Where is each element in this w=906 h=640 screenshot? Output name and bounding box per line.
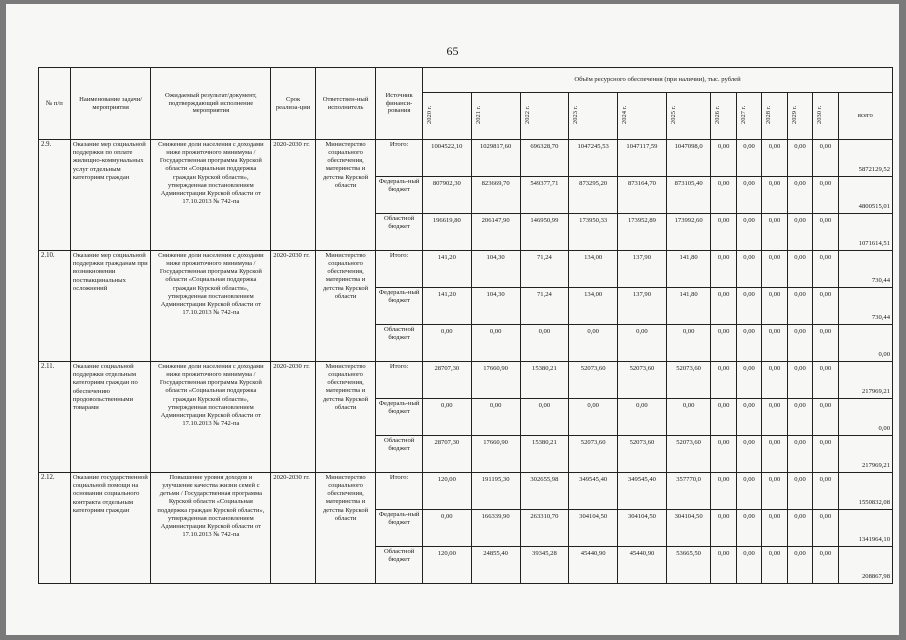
amount-cell: 0,00 — [666, 399, 711, 436]
header-row-1 — [39, 68, 893, 93]
amount-cell: 0,00 — [736, 510, 761, 547]
row-number: 2.9. — [39, 140, 71, 251]
amount-cell: 15380,21 — [520, 436, 569, 473]
amount-cell: 0,00 — [711, 251, 736, 288]
amount-cell: 0,00 — [520, 399, 569, 436]
amount-cell: 173950,33 — [569, 214, 618, 251]
amount-cell: 52073,60 — [569, 362, 618, 399]
amount-cell: 0,00 — [736, 325, 761, 362]
amount-cell: 0,00 — [422, 325, 471, 362]
expected-result: Повышение уровня доходов и улучшение качества жизни семей с детьми / Государственная программа Курской области «Социальная поддержка граждан Курской области», утвержденная постановлением Администрации Курской области от 17.10.2013 № 742-па — [151, 473, 271, 584]
amount-cell: 0,00 — [813, 251, 838, 288]
funding-source: Областной бюджет — [376, 214, 423, 251]
amount-cell: 0,00 — [813, 325, 838, 362]
amount-cell: 0,00 — [762, 547, 787, 584]
task-name: Оказание мер социальной поддержки по оплате жилищно-коммунальных услуг отдельным категориям граждан — [70, 140, 151, 251]
responsible-executor: Министерство социального обеспечения, материнства и детства Курской области — [315, 362, 375, 473]
amount-cell: 141,20 — [422, 288, 471, 325]
amount-cell: 0,00 — [813, 214, 838, 251]
amount-cell: 0,00 — [520, 325, 569, 362]
table-row — [39, 251, 893, 288]
amount-cell: 0,00 — [736, 473, 761, 510]
amount-cell: 0,00 — [711, 288, 736, 325]
amount-cell: 0,00 — [813, 399, 838, 436]
funding-source: Федераль-ный бюджет — [376, 510, 423, 547]
amount-cell: 0,00 — [762, 325, 787, 362]
amount-cell: 0,00 — [762, 288, 787, 325]
amount-cell: 0,00 — [762, 140, 787, 177]
amount-cell: 0,00 — [711, 214, 736, 251]
funding-source: Итого: — [376, 251, 423, 288]
total-cell: 730,44 — [838, 288, 892, 325]
header-year-label: 2026 г. — [714, 106, 722, 125]
funding-source: Итого: — [376, 362, 423, 399]
responsible-executor: Министерство социального обеспечения, материнства и детства Курской области — [315, 251, 375, 362]
header-year — [813, 93, 838, 140]
amount-cell: 0,00 — [711, 325, 736, 362]
amount-cell: 28707,30 — [422, 436, 471, 473]
amount-cell: 873105,40 — [666, 177, 711, 214]
funding-source: Итого: — [376, 140, 423, 177]
funding-source: Областной бюджет — [376, 436, 423, 473]
header-year — [711, 93, 736, 140]
header-name: Наименование задачи/мероприятия — [70, 68, 151, 140]
implementation-period: 2020-2030 гг. — [271, 251, 316, 362]
amount-cell: 196619,80 — [422, 214, 471, 251]
header-year-label: 2023 г. — [572, 106, 580, 125]
amount-cell: 120,00 — [422, 547, 471, 584]
total-cell: 0,00 — [838, 325, 892, 362]
amount-cell: 0,00 — [787, 399, 812, 436]
amount-cell: 1029817,60 — [471, 140, 520, 177]
amount-cell: 0,00 — [422, 510, 471, 547]
total-cell: 1071614,51 — [838, 214, 892, 251]
amount-cell: 549377,71 — [520, 177, 569, 214]
page-number: 65 — [446, 44, 459, 58]
header-year — [569, 93, 618, 140]
header-year — [471, 93, 520, 140]
task-name: Оказание государственной социальной помощи на основании социального контракта отдельным категориям граждан — [70, 473, 151, 584]
amount-cell: 0,00 — [711, 399, 736, 436]
document-page — [6, 4, 899, 635]
implementation-period: 2020-2030 гг. — [271, 140, 316, 251]
amount-cell: 0,00 — [787, 251, 812, 288]
amount-cell: 141,80 — [666, 288, 711, 325]
amount-cell: 0,00 — [787, 288, 812, 325]
amount-cell: 0,00 — [762, 473, 787, 510]
task-name: Оказание мер социальной поддержки гражданам при возникновении поствакцинальных осложнений — [70, 251, 151, 362]
amount-cell: 134,00 — [569, 251, 618, 288]
amount-cell: 52073,60 — [618, 436, 667, 473]
amount-cell: 173952,89 — [618, 214, 667, 251]
implementation-period: 2020-2030 гг. — [271, 473, 316, 584]
row-number: 2.12. — [39, 473, 71, 584]
amount-cell: 0,00 — [787, 177, 812, 214]
amount-cell: 0,00 — [762, 214, 787, 251]
amount-cell: 173992,60 — [666, 214, 711, 251]
amount-cell: 0,00 — [813, 140, 838, 177]
amount-cell: 206147,90 — [471, 214, 520, 251]
header-year — [787, 93, 812, 140]
total-cell: 1341964,10 — [838, 510, 892, 547]
table-row — [39, 473, 893, 510]
header-year-label: 2028 г. — [765, 106, 773, 125]
header-year-label: 2027 г. — [739, 106, 747, 125]
amount-cell: 0,00 — [813, 177, 838, 214]
amount-cell: 0,00 — [736, 288, 761, 325]
amount-cell: 134,00 — [569, 288, 618, 325]
header-no: № п/п — [39, 68, 71, 140]
amount-cell: 0,00 — [762, 362, 787, 399]
amount-cell: 0,00 — [711, 510, 736, 547]
responsible-executor: Министерство социального обеспечения, материнства и детства Курской области — [315, 140, 375, 251]
total-cell: 4800515,01 — [838, 177, 892, 214]
funding-source: Областной бюджет — [376, 547, 423, 584]
header-volume: Объём ресурсного обеспечения (при наличии), тыс. рублей — [422, 68, 892, 93]
header-year-label: 2029 г. — [790, 106, 798, 125]
amount-cell: 304104,50 — [666, 510, 711, 547]
expected-result: Снижение доли населения с доходами ниже прожиточного минимума / Государственная программа Курской области «Социальная поддержка граждан Курской области», утвержденная постановлением Администрации Курской области от 17.10.2013 № 742-па — [151, 251, 271, 362]
amount-cell: 873164,70 — [618, 177, 667, 214]
header-year — [666, 93, 711, 140]
header-source: Источник финанси-рования — [376, 68, 423, 140]
amount-cell: 120,00 — [422, 473, 471, 510]
amount-cell: 0,00 — [736, 362, 761, 399]
amount-cell: 0,00 — [762, 251, 787, 288]
amount-cell: 0,00 — [762, 436, 787, 473]
header-year-label: 2021 г. — [474, 106, 482, 125]
amount-cell: 0,00 — [813, 436, 838, 473]
header-executor: Ответствен-ный исполнитель — [315, 68, 375, 140]
amount-cell: 104,30 — [471, 251, 520, 288]
task-name: Оказание социальной поддержки отдельным категориям граждан по обеспечению продовольственными товарами — [70, 362, 151, 473]
amount-cell: 304104,50 — [569, 510, 618, 547]
amount-cell: 0,00 — [787, 214, 812, 251]
amount-cell: 0,00 — [736, 177, 761, 214]
amount-cell: 15380,21 — [520, 362, 569, 399]
amount-cell: 0,00 — [711, 436, 736, 473]
header-year — [618, 93, 667, 140]
amount-cell: 24855,40 — [471, 547, 520, 584]
implementation-period: 2020-2030 гг. — [271, 362, 316, 473]
header-total: всего — [838, 93, 892, 140]
funding-source: Федераль-ный бюджет — [376, 177, 423, 214]
row-number: 2.10. — [39, 251, 71, 362]
resource-table — [38, 67, 893, 584]
row-number: 2.11. — [39, 362, 71, 473]
amount-cell: 0,00 — [736, 140, 761, 177]
amount-cell: 0,00 — [471, 399, 520, 436]
amount-cell: 349545,40 — [618, 473, 667, 510]
amount-cell: 17660,90 — [471, 362, 520, 399]
amount-cell: 191195,30 — [471, 473, 520, 510]
amount-cell: 52073,60 — [666, 436, 711, 473]
header-year — [762, 93, 787, 140]
amount-cell: 349545,40 — [569, 473, 618, 510]
total-cell: 217969,21 — [838, 436, 892, 473]
amount-cell: 52073,60 — [666, 362, 711, 399]
amount-cell: 0,00 — [471, 325, 520, 362]
total-cell: 1550832,08 — [838, 473, 892, 510]
amount-cell: 0,00 — [813, 288, 838, 325]
amount-cell: 0,00 — [711, 362, 736, 399]
funding-source: Федераль-ный бюджет — [376, 288, 423, 325]
amount-cell: 873295,20 — [569, 177, 618, 214]
header-year-label: 2030 г. — [816, 106, 824, 125]
amount-cell: 304104,50 — [618, 510, 667, 547]
header-year — [422, 93, 471, 140]
amount-cell: 807902,30 — [422, 177, 471, 214]
amount-cell: 0,00 — [736, 436, 761, 473]
amount-cell: 0,00 — [813, 362, 838, 399]
header-year-label: 2025 г. — [669, 106, 677, 125]
amount-cell: 0,00 — [736, 251, 761, 288]
amount-cell: 0,00 — [569, 399, 618, 436]
amount-cell: 137,90 — [618, 251, 667, 288]
amount-cell: 0,00 — [787, 362, 812, 399]
amount-cell: 0,00 — [787, 473, 812, 510]
amount-cell: 53665,50 — [666, 547, 711, 584]
amount-cell: 0,00 — [762, 510, 787, 547]
amount-cell: 0,00 — [813, 547, 838, 584]
amount-cell: 0,00 — [787, 140, 812, 177]
table-row — [39, 140, 893, 177]
amount-cell: 137,90 — [618, 288, 667, 325]
funding-source: Федераль-ный бюджет — [376, 399, 423, 436]
amount-cell: 141,20 — [422, 251, 471, 288]
amount-cell: 0,00 — [711, 473, 736, 510]
amount-cell: 104,30 — [471, 288, 520, 325]
funding-source: Областной бюджет — [376, 325, 423, 362]
amount-cell: 0,00 — [711, 177, 736, 214]
header-year-label: 2020 г. — [426, 106, 434, 125]
total-cell: 0,00 — [838, 399, 892, 436]
amount-cell: 0,00 — [813, 510, 838, 547]
amount-cell: 1047245,53 — [569, 140, 618, 177]
amount-cell: 823669,70 — [471, 177, 520, 214]
amount-cell: 0,00 — [787, 547, 812, 584]
header-period: Срок реализа-ции — [271, 68, 316, 140]
amount-cell: 45440,90 — [618, 547, 667, 584]
amount-cell: 0,00 — [569, 325, 618, 362]
amount-cell: 1004522,10 — [422, 140, 471, 177]
amount-cell: 302655,98 — [520, 473, 569, 510]
total-cell: 730,44 — [838, 251, 892, 288]
amount-cell: 39345,28 — [520, 547, 569, 584]
amount-cell: 141,80 — [666, 251, 711, 288]
amount-cell: 0,00 — [711, 140, 736, 177]
amount-cell: 0,00 — [666, 325, 711, 362]
amount-cell: 0,00 — [422, 399, 471, 436]
amount-cell: 0,00 — [618, 325, 667, 362]
amount-cell: 146950,99 — [520, 214, 569, 251]
expected-result: Снижение доли населения с доходами ниже прожиточного минимума / Государственная программа Курской области «Социальная поддержка граждан Курской области», утвержденная постановлением Администрации Курской области от 17.10.2013 № 742-па — [151, 140, 271, 251]
responsible-executor: Министерство социального обеспечения, материнства и детства Курской области — [315, 473, 375, 584]
amount-cell: 45440,90 — [569, 547, 618, 584]
amount-cell: 71,24 — [520, 288, 569, 325]
amount-cell: 1047117,59 — [618, 140, 667, 177]
amount-cell: 17660,90 — [471, 436, 520, 473]
amount-cell: 0,00 — [813, 473, 838, 510]
amount-cell: 0,00 — [711, 547, 736, 584]
amount-cell: 0,00 — [762, 399, 787, 436]
amount-cell: 0,00 — [787, 436, 812, 473]
header-year-label: 2024 г. — [621, 106, 629, 125]
amount-cell: 696328,70 — [520, 140, 569, 177]
total-cell: 208867,98 — [838, 547, 892, 584]
amount-cell: 357770,0 — [666, 473, 711, 510]
amount-cell: 0,00 — [618, 399, 667, 436]
amount-cell: 71,24 — [520, 251, 569, 288]
amount-cell: 0,00 — [787, 325, 812, 362]
amount-cell: 166339,90 — [471, 510, 520, 547]
amount-cell: 28707,30 — [422, 362, 471, 399]
amount-cell: 0,00 — [736, 399, 761, 436]
amount-cell: 0,00 — [736, 547, 761, 584]
funding-source: Итого: — [376, 473, 423, 510]
amount-cell: 52073,60 — [618, 362, 667, 399]
total-cell: 5872129,52 — [838, 140, 892, 177]
amount-cell: 0,00 — [787, 510, 812, 547]
amount-cell: 0,00 — [736, 214, 761, 251]
amount-cell: 0,00 — [762, 177, 787, 214]
amount-cell: 52073,60 — [569, 436, 618, 473]
header-year — [520, 93, 569, 140]
header-year — [736, 93, 761, 140]
amount-cell: 263310,70 — [520, 510, 569, 547]
amount-cell: 1047098,0 — [666, 140, 711, 177]
header-result: Ожидаемый результат/документ, подтверждающий исполнение мероприятия — [151, 68, 271, 140]
expected-result: Снижение доли населения с доходами ниже прожиточного минимума / Государственная программа Курской области «Социальная поддержка граждан Курской области», утвержденная постановлением Администрации Курской области от 17.10.2013 № 742-па — [151, 362, 271, 473]
header-year-label: 2022 г. — [523, 106, 531, 125]
total-cell: 217969,21 — [838, 362, 892, 399]
table-row — [39, 362, 893, 399]
